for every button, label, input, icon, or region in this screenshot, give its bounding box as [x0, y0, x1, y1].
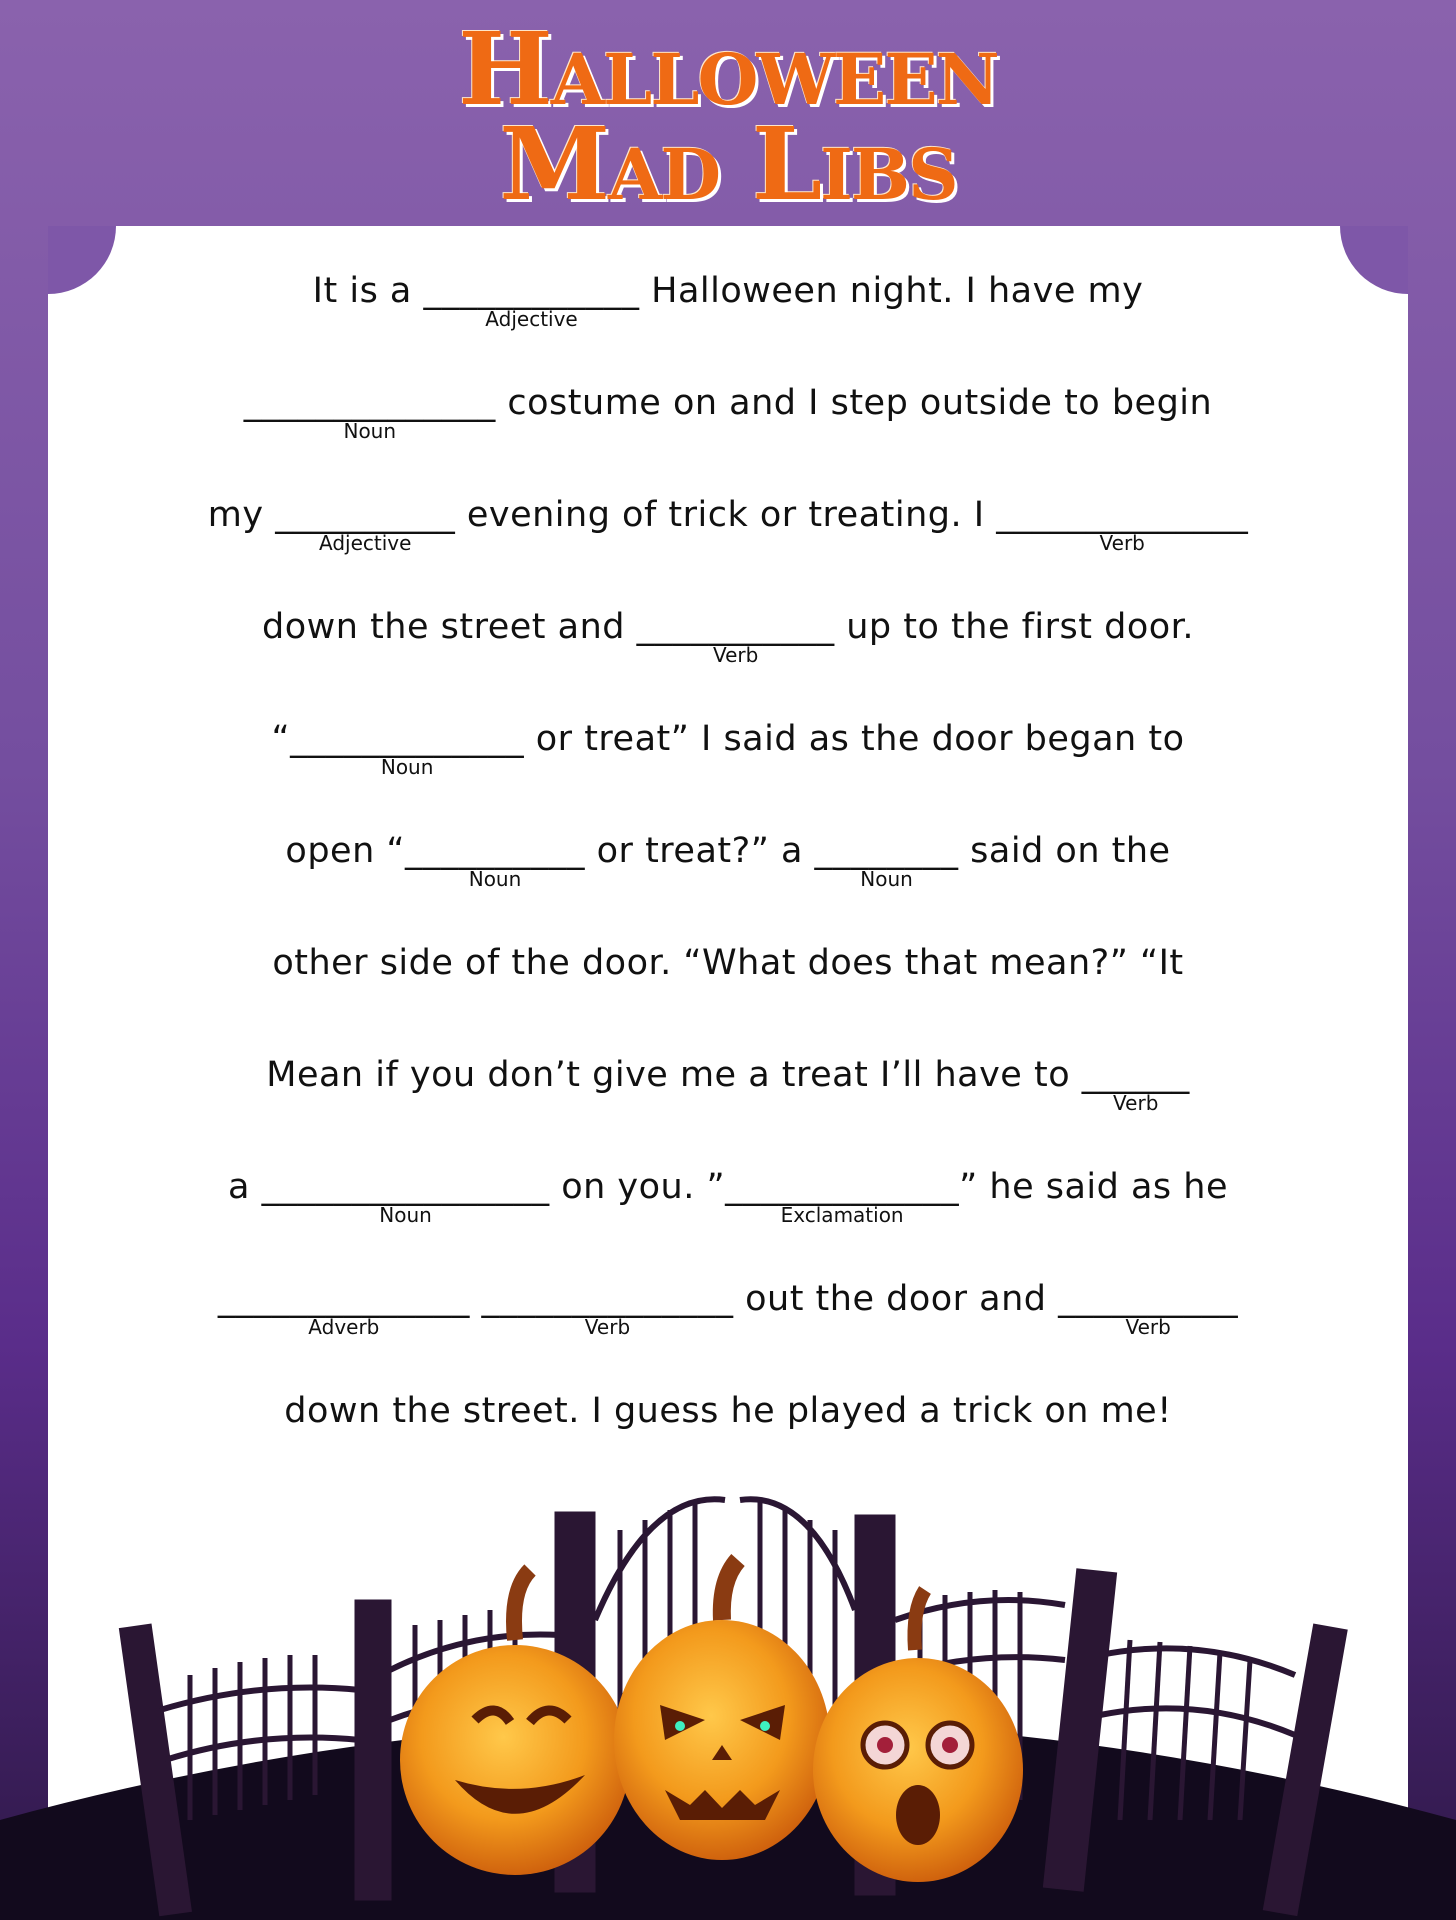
fill-in-blank[interactable] — [1081, 1055, 1190, 1115]
word-type-label: Verb — [1113, 1091, 1159, 1115]
story-text-segment: “ — [271, 719, 291, 759]
blank-line: _____________ — [290, 719, 525, 759]
story-text-segment: on you. ” — [549, 1167, 726, 1207]
story-text-segment: Halloween night. I have my — [639, 271, 1144, 311]
story-line — [48, 607, 1408, 667]
word-type-label: Noun — [860, 867, 913, 891]
word-type-label: Noun — [379, 1203, 432, 1227]
story-text-segment: up to the first door. — [834, 607, 1194, 647]
fill-in-blank[interactable] — [275, 495, 456, 555]
blank-line: __________ — [405, 831, 586, 871]
story-line — [48, 1391, 1408, 1431]
blank-line: ______ — [1081, 1055, 1190, 1095]
story-line — [48, 383, 1408, 443]
blank-line: ____________ — [423, 271, 640, 311]
fill-in-blank[interactable] — [243, 383, 496, 443]
blank-line: ________________ — [261, 1167, 550, 1207]
word-type-label: Noun — [380, 755, 434, 779]
story-text-segment — [470, 1279, 482, 1319]
blank-line: ________ — [814, 831, 959, 871]
story-text-segment: or treat” I said as the door began to — [524, 719, 1185, 759]
story-text-segment: down the street and — [262, 607, 637, 647]
blank-line: ___________ — [636, 607, 835, 647]
story-text-segment: ” he said as he — [959, 1167, 1228, 1207]
word-type-label: Noun — [343, 419, 397, 443]
page-title — [0, 10, 1456, 223]
story-text-segment: Mean if you don’t give me a treat I’ll have to — [266, 1055, 1082, 1095]
word-type-label: Adverb — [308, 1315, 380, 1339]
fill-in-blank[interactable] — [290, 719, 525, 779]
blank-line: ______________ — [481, 1279, 734, 1319]
story-line — [48, 495, 1408, 555]
blank-line: ______________ — [217, 1279, 470, 1319]
fill-in-blank[interactable] — [636, 607, 835, 667]
story-text-segment: out the door and — [733, 1279, 1059, 1319]
fill-in-blank[interactable] — [217, 1279, 470, 1339]
fill-in-blank[interactable] — [1058, 1279, 1239, 1339]
fill-in-blank[interactable] — [481, 1279, 734, 1339]
word-type-label: Adjective — [319, 531, 412, 555]
jack-o-lantern-scared — [813, 1590, 1023, 1882]
word-type-label: Verb — [1099, 531, 1145, 555]
story-text-segment: or treat?” a — [585, 831, 815, 871]
graveyard-illustration — [0, 1460, 1456, 1920]
blank-line: ______________ — [243, 383, 496, 423]
word-type-label: Noun — [468, 867, 522, 891]
story-text-segment: It is a — [312, 271, 424, 311]
fill-in-blank[interactable] — [725, 1167, 960, 1227]
story-line — [48, 271, 1408, 331]
blank-line: __________ — [275, 495, 456, 535]
story-line — [48, 1167, 1408, 1227]
story-line — [48, 831, 1408, 891]
word-type-label: Exclamation — [780, 1203, 904, 1227]
word-type-label: Verb — [1125, 1315, 1171, 1339]
title-line-1: Halloween — [458, 10, 998, 128]
blank-line: ______________ — [996, 495, 1249, 535]
story-line — [48, 719, 1408, 779]
fill-in-blank[interactable] — [405, 831, 586, 891]
fill-in-blank[interactable] — [814, 831, 959, 891]
title-line-2: Mad Libs — [499, 105, 957, 223]
story-text-segment: said on the — [958, 831, 1171, 871]
story-text-segment: other side of the door. “What does that mean?” “It — [272, 943, 1184, 983]
word-type-label: Adjective — [485, 307, 578, 331]
story-text-segment: costume on and I step outside to begin — [495, 383, 1213, 423]
story-line — [48, 943, 1408, 983]
story-text-segment: down the street. I guess he played a trick on me! — [284, 1391, 1172, 1431]
story-text-segment: open “ — [285, 831, 406, 871]
fill-in-blank[interactable] — [261, 1167, 550, 1227]
fill-in-blank[interactable] — [423, 271, 640, 331]
story-text-segment: evening of trick or treating. I — [455, 495, 997, 535]
story-line — [48, 1055, 1408, 1115]
word-type-label: Verb — [584, 1315, 631, 1339]
blank-line: _____________ — [725, 1167, 960, 1207]
story-text-segment: a — [228, 1167, 262, 1207]
story-line — [48, 1279, 1408, 1339]
story-text-segment: my — [207, 495, 276, 535]
fill-in-blank[interactable] — [996, 495, 1249, 555]
blank-line: __________ — [1058, 1279, 1239, 1319]
word-type-label: Verb — [712, 643, 759, 667]
